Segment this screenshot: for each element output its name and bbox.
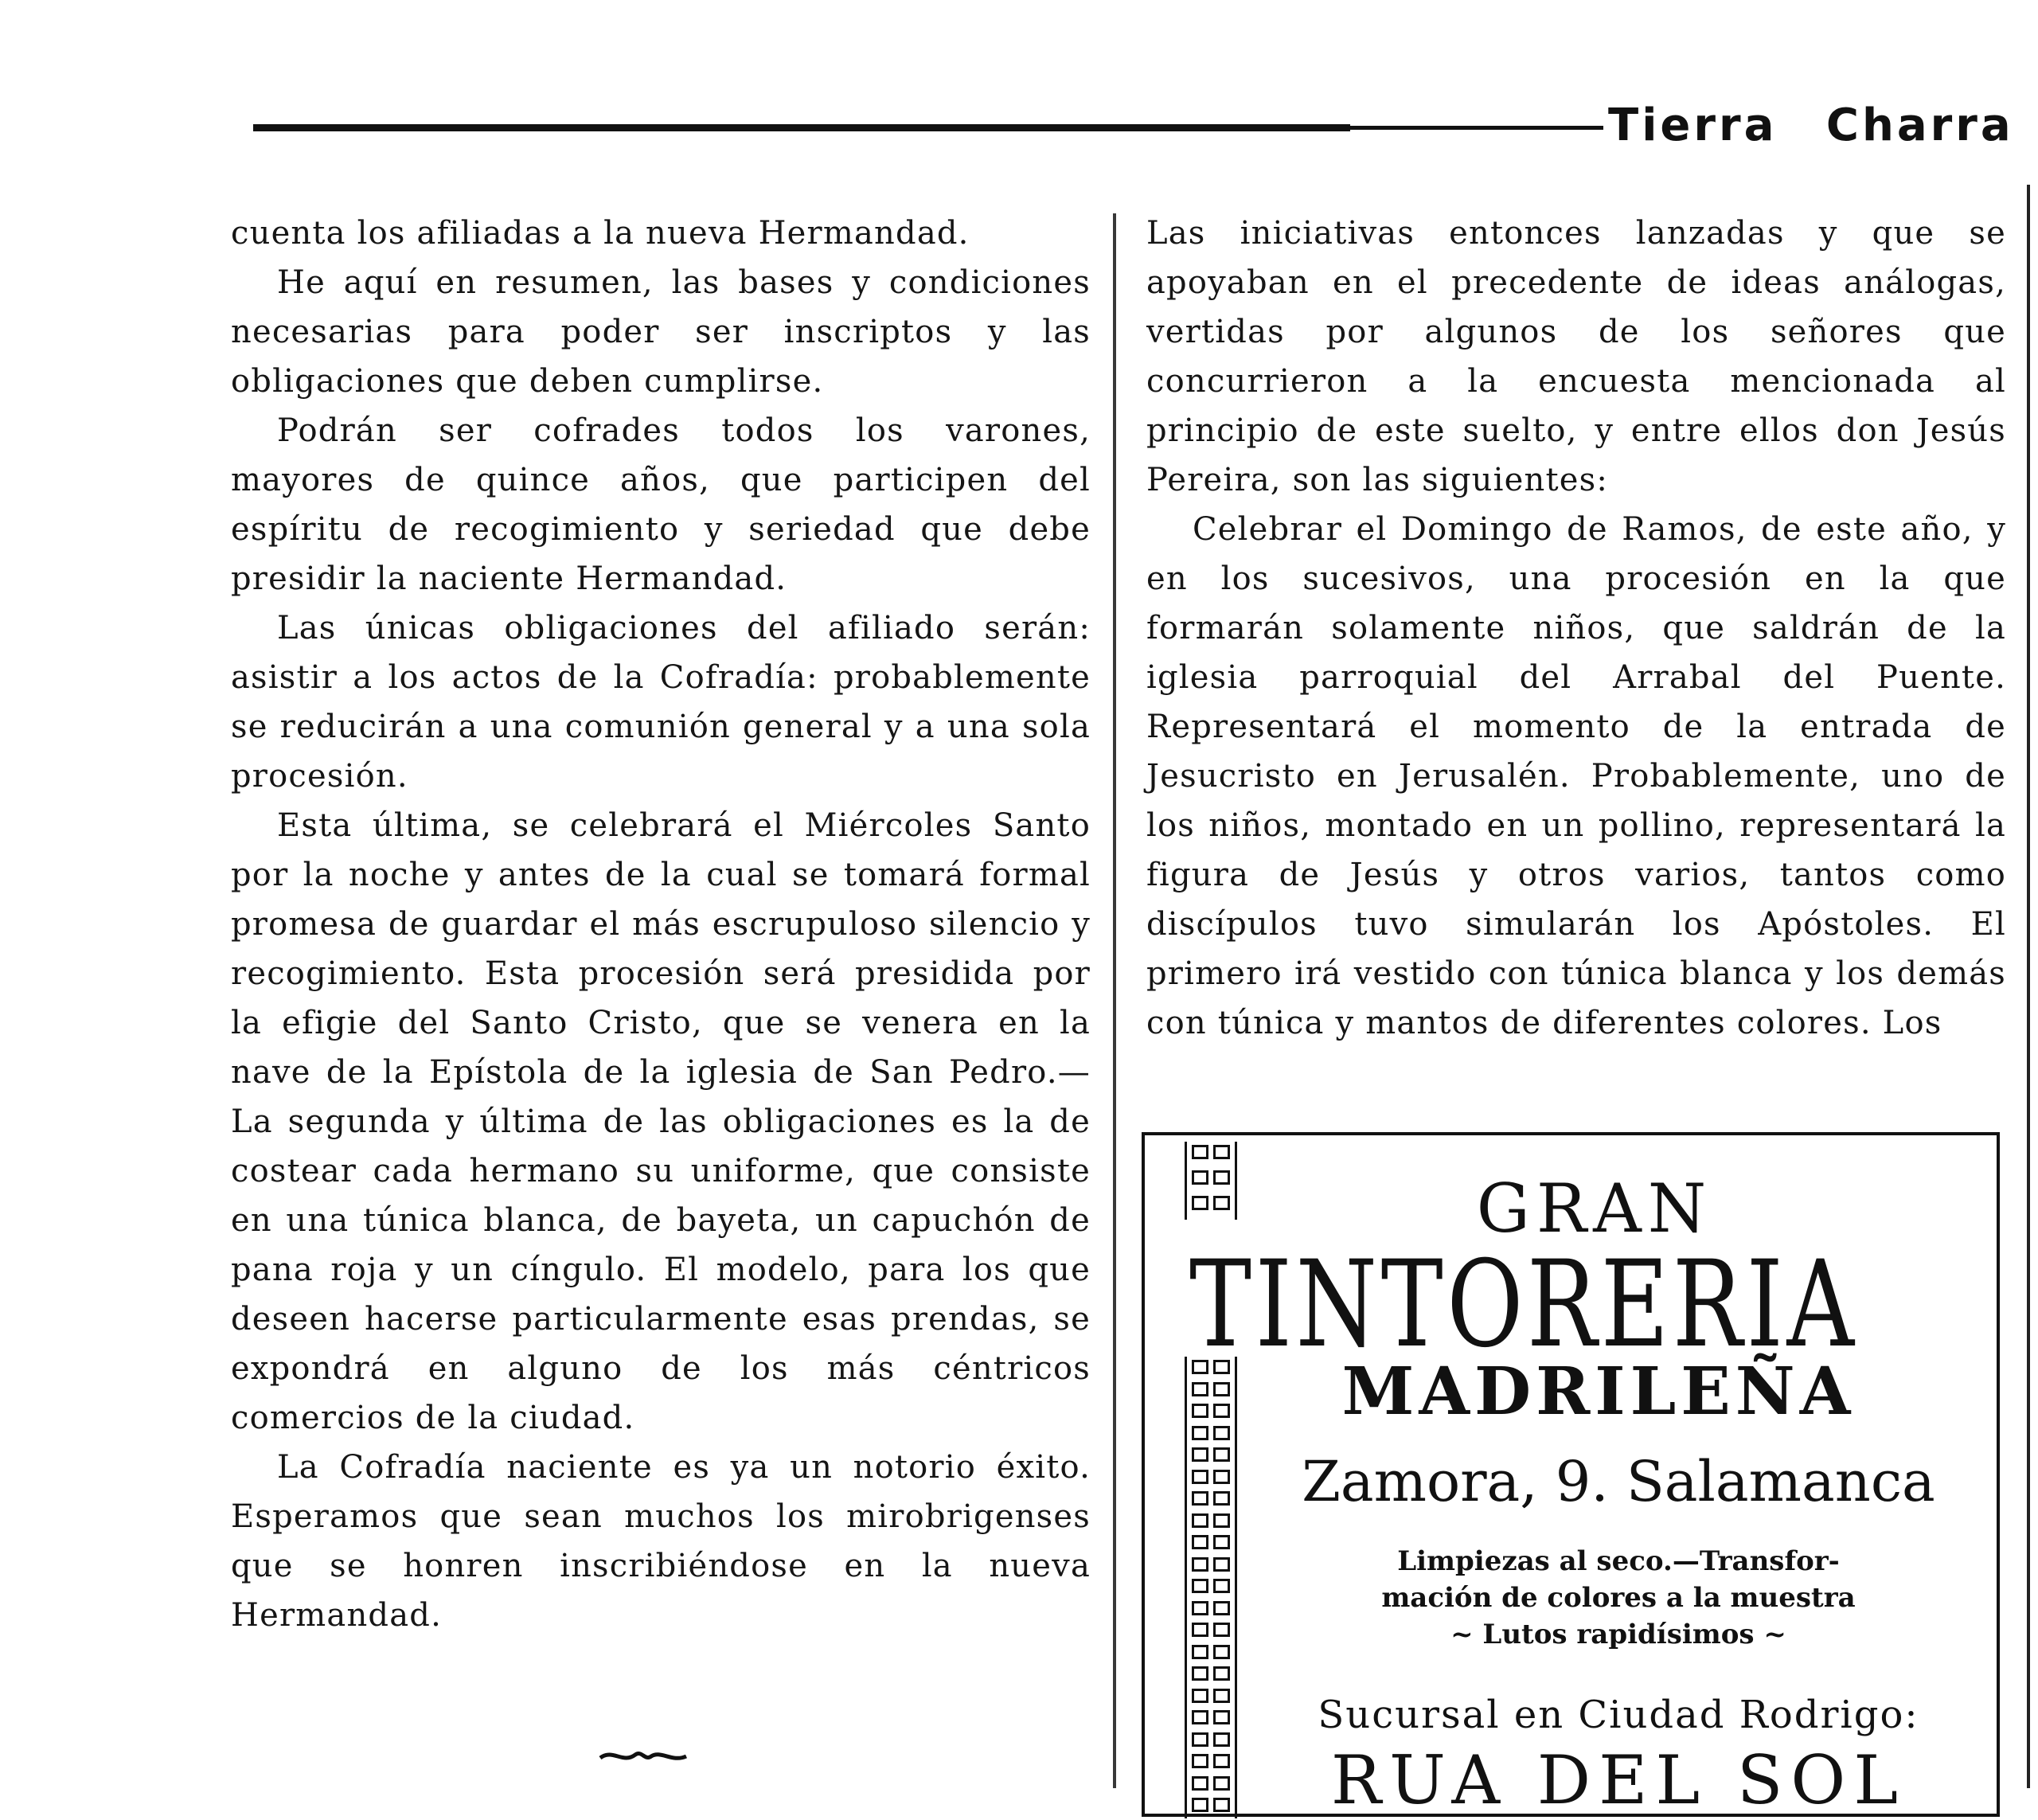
article-paragraph: Celebrar el Domingo de Ramos, de este año, y en los sucesivos, una procesión en la que formarán solamente niños, que saldrán de la iglesia parroquial del Arrabal del Puente. Representará el momento de la entrada de Jesucristo en Jerusalén. Probablemente, uno de los niños, montado en un pollino, representará la figura de Jesús y otros varios, tantos como discípulos tuvo simularán los Apóstoles. El primero irá vestido con túnica blanca y los demás con túnica y mantos de diferentes colores. Los bbox=[1146, 511, 2006, 1041]
ad-heading-tintoreria: TINTORERIA bbox=[1189, 1236, 1858, 1374]
ad-services bbox=[1145, 1543, 1997, 1653]
article-paragraph: cuenta los afiliadas a la nueva Hermandad. bbox=[231, 215, 970, 252]
ad-service-line: ~ Lutos rapidísimos ~ bbox=[1450, 1619, 1786, 1650]
flourish-icon bbox=[595, 1740, 691, 1772]
ad-street: RUA DEL SOL bbox=[1330, 1741, 1907, 1819]
article-paragraph: He aquí en resumen, las bases y condiciones necesarias para poder ser inscriptos y las obligaciones que deben cumplirse. bbox=[231, 264, 1091, 400]
article-paragraph: La Cofradía naciente es ya un notorio éxito. Esperamos que sean muchos los mirobrigenses que se honren inscribiéndose en la nueva Hermandad. bbox=[231, 1449, 1091, 1634]
ad-heading-madrilena: MADRILEÑA bbox=[1341, 1353, 1856, 1430]
article-paragraph: Las únicas obligaciones del afiliado serán: asistir a los actos de la Cofradía: probablemente se reducirán a una comunión general y a una sola procesión. bbox=[231, 610, 1091, 795]
left-column bbox=[231, 209, 1091, 1640]
column-divider bbox=[1113, 213, 1116, 1788]
header-rule-left bbox=[253, 124, 1350, 131]
advertisement-box bbox=[1142, 1132, 2000, 1817]
ad-branch: Sucursal en Ciudad Rodrigo: bbox=[1318, 1693, 1919, 1737]
article-paragraph: Las iniciativas entonces lanzadas y que se apoyaban en el precedente de ideas análogas, vertidas por algunos de los señores que concurrieron a la encuesta mencionada al principio de este suelto, y entre ellos don Jesús Pereira, son las siguientes: bbox=[1146, 215, 2006, 498]
header-rule-left-thin bbox=[1350, 126, 1603, 130]
right-column bbox=[1146, 209, 2006, 1048]
end-ornament bbox=[595, 1740, 691, 1772]
article-paragraph: Esta última, se celebrará el Miércoles Santo por la noche y antes de la cual se tomará formal promesa de guardar el más escrupuloso silencio y recogimiento. Esta procesión será presidida por la efigie del Santo Cristo, que se venera en la nave de la Epístola de la iglesia de San Pedro.—La segunda y última de las obligaciones es la de costear cada hermano su uniforme, que consiste en una túnica blanca, de bayeta, un capuchón de pana roja y un cíngulo. El modelo, para los que deseen hacerse particularmente esas prendas, se expondrá en alguno de los más céntricos comercios de la ciudad. bbox=[231, 807, 1091, 1436]
ad-service-line: Limpiezas al seco.—Transfor- bbox=[1397, 1545, 1840, 1577]
ad-service-line: mación de colores a la muestra bbox=[1381, 1582, 1856, 1614]
ad-service-text: Lutos rapidísimos bbox=[1482, 1619, 1755, 1650]
ad-heading-gran: GRAN bbox=[1476, 1170, 1713, 1248]
article-paragraph: Podrán ser cofrades todos los varones, mayores de quince años, que participen del espíritu de recogimiento y seriedad que debe presidir la naciente Hermandad. bbox=[231, 412, 1091, 597]
masthead bbox=[253, 102, 2038, 158]
ad-address: Zamora, 9. Salamanca bbox=[1302, 1449, 1935, 1514]
newspaper-title: Tierra Charra bbox=[1608, 100, 2014, 151]
page-edge-divider bbox=[2027, 185, 2030, 1788]
